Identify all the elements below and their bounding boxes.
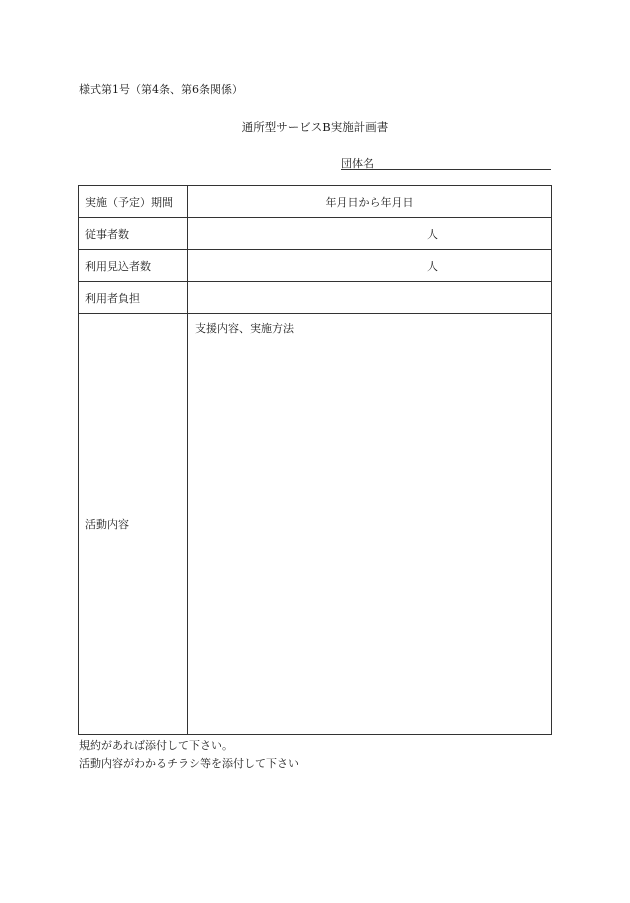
- table-row-activity: [79, 314, 552, 735]
- user-fee-label: 利用者負担: [79, 282, 188, 314]
- table-row-expected-users: [79, 250, 552, 282]
- period-value[interactable]: 年月日から年月日: [188, 186, 552, 218]
- period-label: 実施（予定）期間: [79, 186, 188, 218]
- organization-name-field[interactable]: [341, 155, 551, 170]
- organization-name-label: 団体名: [341, 157, 374, 170]
- note-bylaws: 規約があれば添付して下さい。: [79, 739, 233, 752]
- table-row-period: [79, 186, 552, 218]
- staff-count-value[interactable]: 人: [188, 218, 552, 250]
- staff-count-label: 従事者数: [79, 218, 188, 250]
- document-title: 通所型サービスB実施計画書: [241, 120, 389, 134]
- user-fee-value[interactable]: [188, 282, 552, 314]
- note-flyer: 活動内容がわかるチラシ等を添付して下さい: [79, 757, 299, 770]
- activity-label: 活動内容: [79, 314, 188, 735]
- expected-users-label: 利用見込者数: [79, 250, 188, 282]
- plan-table: [78, 185, 552, 735]
- table-row-staff-count: [79, 218, 552, 250]
- table-row-user-fee: [79, 282, 552, 314]
- activity-value[interactable]: 支援内容、実施方法: [188, 314, 552, 735]
- form-number: 様式第1号（第4条、第6条関係）: [79, 83, 243, 96]
- expected-users-value[interactable]: 人: [188, 250, 552, 282]
